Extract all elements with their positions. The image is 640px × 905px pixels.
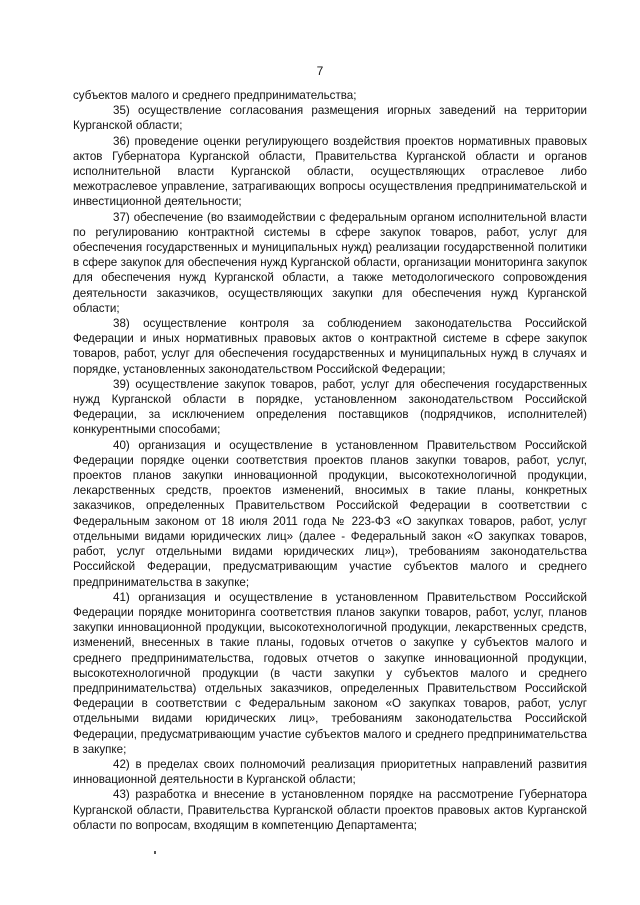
paragraph-item-43: 43) разработка и внесение в установленном порядке на рассмотрение Губернатора Курганской области, Правительства Курганской области проектов правовых актов Курганской области по вопросам, входящим в компетенцию Департамента; xyxy=(73,788,587,832)
paragraph-item-42: 42) в пределах своих полномочий реализация приоритетных направлений развития инновационной деятельности в Курганской области; xyxy=(73,757,587,787)
document-body xyxy=(73,88,587,833)
scan-speck xyxy=(154,851,156,854)
paragraph-item-41: 41) организация и осуществление в установленном Правительством Российской Федерации порядке мониторинга соответствия планов закупки товаров, работ, услуг, планов закупки инновационной продукции, высокотехнологичной продукции, лекарственных средств, изменений, внесенных в такие планы, годовых отчетов о закупке у субъектов малого и среднего предпринимательства, годовых отчетов о закупке инновационной продукции, высокотехнологичной продукции (в части закупки у субъектов малого и среднего предпринимательства) отдельных заказчиков, определенных Правительством Российской Федерации в соответствии с Федеральным законом «О закупках товаров, работ, услуг отдельными видами юридических лиц», требованиям законодательства Российской Федерации, предусматривающим участие субъектов малого и среднего предпринимательства в закупке; xyxy=(73,590,587,756)
paragraph-item-39: 39) осуществление закупок товаров, работ, услуг для обеспечения государственных нужд Курганской области в порядке, установленном законодательством Российской Федерации, за исключением определения поставщиков (подрядчиков, исполнителей) конкурентными способами; xyxy=(73,377,587,437)
paragraph-item-37: 37) обеспечение (во взаимодействии с федеральным органом исполнительной власти по регулированию контрактной системы в сфере закупок товаров, работ, услуг для обеспечения государственных и муниципальных нужд) реализации государственной политики в сфере закупок для обеспечения нужд Курганской области, организации мониторинга закупок для обеспечения нужд Курганской области, а также методологического сопровождения деятельности заказчиков, осуществляющих закупки для обеспечения нужд Курганской области; xyxy=(73,210,587,315)
paragraph-item-40: 40) организация и осуществление в установленном Правительством Российской Федерации порядке оценки соответствия проектов планов закупки товаров, работ, услуг, проектов планов закупки инновационной продукции, высокотехнологичной продукции, лекарственных средств, проектов изменений, вносимых в такие планы, конкретных заказчиков, определенных Правительством Российской Федерации в соответствии с Федеральным законом от 18 июля 2011 года № 223-ФЗ «О закупках товаров, работ, услуг отдельными видами юридических лиц» (далее - Федеральный закон «О закупках товаров, работ, услуг отдельными видами юридических лиц»), требованиям законодательства Российской Федерации, предусматривающим участие субъектов малого и среднего предпринимательства в закупке; xyxy=(73,438,587,589)
paragraph-item-35: 35) осуществление согласования размещения игорных заведений на территории Курганской области; xyxy=(73,104,587,133)
paragraph-continuation: субъектов малого и среднего предпринимательства; xyxy=(73,89,357,102)
paragraph-item-38: 38) осуществление контроля за соблюдением законодательства Российской Федерации и иных нормативных правовых актов о контрактной системе в сфере закупок товаров, работ, услуг для обеспечения государственных и муниципальных нужд в случаях и порядке, установленных законодательством Российской Федерации; xyxy=(73,317,587,376)
page-number: 7 xyxy=(316,64,324,78)
paragraph-item-36: 36) проведение оценки регулирующего воздействия проектов нормативных правовых актов Губернатора Курганской области, Правительства Курганской области и органов исполнительной власти Курганской области, осуществляющих отраслевое либо межотраслевое управление, затрагивающих вопросы осуществления предпринимательской и инвестиционной деятельности; xyxy=(73,134,587,209)
